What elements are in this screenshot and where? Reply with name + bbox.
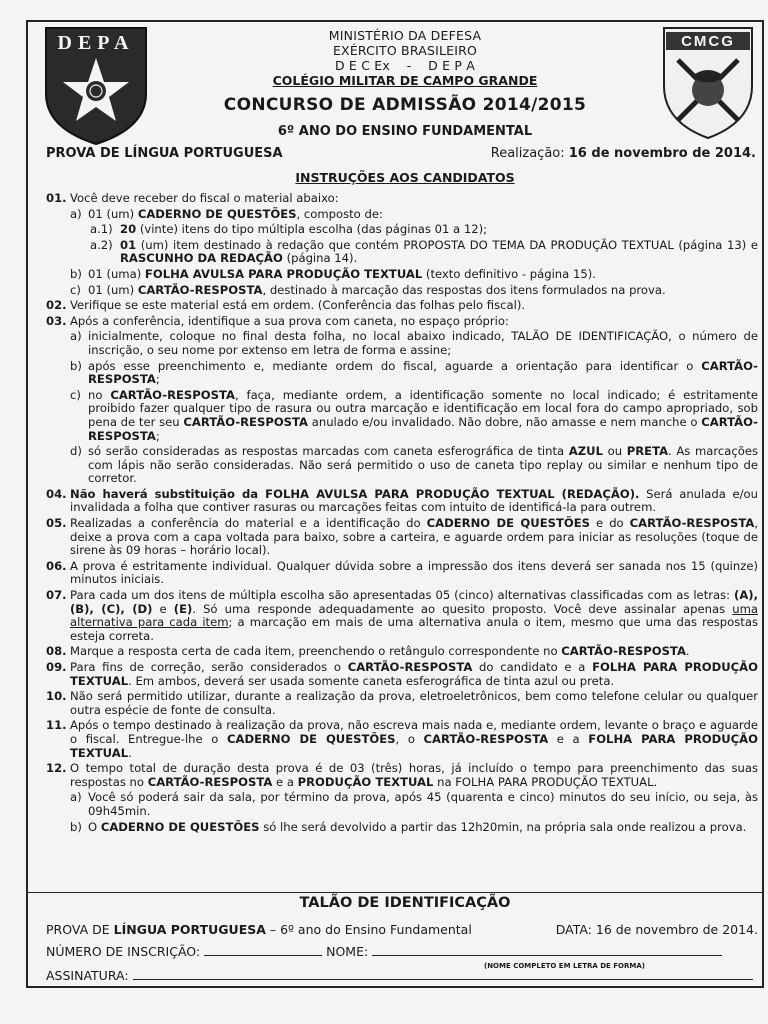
talao-title: TALÃO DE IDENTIFICAÇÃO xyxy=(299,895,511,911)
grade-level: 6º ANO DO ENSINO FUNDAMENTAL xyxy=(277,124,533,139)
instruction-01: 01. Você deve receber do fiscal o material abaixo: xyxy=(46,191,339,205)
instruction-08: 08. Marque a resposta certa de cada item, preenchendo o retângulo correspondente no CARTÃO-RESPOSTA. xyxy=(46,644,690,659)
nome-label: NOME: xyxy=(326,944,369,959)
instructions-title: INSTRUÇÕES AOS CANDIDATOS xyxy=(295,170,515,185)
instruction-01a2: a.2) 01 (um) item destinado à redação que contém PROPOSTA DO TEMA DA PRODUÇÃO TEXTUAL (página 13) e RASCUNHO DA REDAÇÃO (página 14). xyxy=(90,237,758,266)
talao-exam-line: PROVA DE LÍNGUA PORTUGUESA – 6º ano do Ensino Fundamental DATA: 16 de novembro de 2014. xyxy=(46,922,758,937)
instruction-11: 11. Após o tempo destinado à realização da prova, não escreva mais nada e, mediante ordem, levante o braço e aguarde o fiscal. Entregue-lhe o CADERNO DE QUESTÕES, o CARTÃO-RESPOSTA e a FOLHA PARA PRODUÇÃO TEXTUAL. xyxy=(46,718,759,760)
talao-id-line xyxy=(46,944,758,959)
instruction-02: 02. Verifique se este material está em ordem. (Conferência das folhas pelo fiscal). xyxy=(46,298,526,313)
ministry-block xyxy=(160,28,650,73)
instruction-12: 12. O tempo total de duração desta prova é de 03 (três) horas, já incluído o tempo para preenchimento das suas respostas no CARTÃO-RESPOSTA e a PRODUÇÃO TEXTUAL na FOLHA PARA PRODUÇÃO TEXTUAL. xyxy=(46,761,758,789)
cmcg-logo-text: CMCG xyxy=(681,33,735,50)
instruction-03c: c) no CARTÃO-RESPOSTA, faça, mediante ordem, a identificação somente no local indicado; é estritamente proibido fazer qualquer tipo de rasura ou outra marcação e identificação em local fora do campo apropriado, sob pena de ter seu CARTÃO-RESPOSTA anulado e/ou invalidado. Não dobre, não amasse e nem manche o CARTÃO-RESPOSTA; xyxy=(70,387,758,443)
assinatura-label: ASSINATURA: xyxy=(46,968,129,983)
instruction-01a: a) 01 (um) CADERNO DE QUESTÕES, composto de: xyxy=(70,206,383,221)
instruction-03a: a) inicialmente, coloque no final desta folha, no local abaixo indicado, TALÃO DE IDENTIFICAÇÃO, o número de inscrição, o seu nome por extenso em letra de forma e assine; xyxy=(70,329,758,357)
depa-shield-logo xyxy=(40,24,152,148)
army-line: EXÉRCITO BRASILEIRO xyxy=(332,43,478,58)
instruction-04: 04. Não haverá substituição da FOLHA AVULSA PARA PRODUÇÃO TEXTUAL (REDAÇÃO). Será anulada e/ou invalidada a folha que contiver rasuras ou marcações feitas com intuito de identificá-la para outrem. xyxy=(46,486,758,515)
exam-subject: PROVA DE LÍNGUA PORTUGUESA xyxy=(46,146,283,161)
instruction-06: 06. A prova é estritamente individual. Qualquer dúvida sobre a impressão dos itens deverá ser sanada nos 15 (quinze) minutos iniciais. xyxy=(46,558,758,587)
cmcg-logo xyxy=(658,24,758,142)
instruction-07: 07. Para cada um dos itens de múltipla escolha são apresentadas 05 (cinco) alternativas classificadas com as letras: (A), (B), (C), (D) e (E). Só uma responde adequadamente ao quesito proposto. Você deve assinalar apenas uma alternativa para cada item; a marcação em mais de uma alternativa anula o item, mesmo que uma das respostas esteja correta. xyxy=(46,588,758,643)
college-name: COLÉGIO MILITAR DE CAMPO GRANDE xyxy=(272,73,538,88)
instruction-05: 05. Realizadas a conferência do material e a identificação do CADERNO DE QUESTÕES e do CARTÃO-RESPOSTA, deixe a prova com a capa voltada para baixo, sobre a carteira, e aguarde ordem para iniciar as resoluções (toque de sirene às 09 horas – horário local). xyxy=(46,516,758,558)
talao-date: DATA: 16 de novembro de 2014. xyxy=(555,922,758,937)
contest-title: CONCURSO DE ADMISSÃO 2014/2015 xyxy=(223,95,587,115)
exam-info-line xyxy=(46,146,756,161)
nome-note: (NOME COMPLETO EM LETRA DE FORMA) xyxy=(484,962,645,970)
nome-field[interactable] xyxy=(372,944,722,956)
ministry-line: MINISTÉRIO DA DEFESA xyxy=(328,28,482,43)
instruction-01a1: a.1) 20 (vinte) itens do tipo múltipla escolha (das páginas 01 a 12); xyxy=(90,222,488,237)
instruction-10: 10. Não será permitido utilizar, durante a realização da prova, eletroeletrônicos, bem como telefone celular ou qualquer outra espécie de fonte de consulta. xyxy=(46,689,758,717)
depa-logo-text: DEPA xyxy=(57,32,135,54)
inscricao-field[interactable] xyxy=(204,944,322,956)
exam-date: Realização: 16 de novembro de 2014. xyxy=(490,146,756,161)
instruction-01b: b) 01 (uma) FOLHA AVULSA PARA PRODUÇÃO TEXTUAL (texto definitivo - página 15). xyxy=(70,266,596,281)
dept-line: D E C Ex - D E P A xyxy=(334,58,476,73)
instruction-12b: b) O CADERNO DE QUESTÕES só lhe será devolvido a partir das 12h20min, na própria sala onde realizou a prova. xyxy=(70,819,747,834)
instruction-03: 03. Após a conferência, identifique a sua prova com caneta, no espaço próprio: xyxy=(46,313,509,328)
instructions-list xyxy=(46,192,758,836)
instruction-01c: c) 01 (um) CARTÃO-RESPOSTA, destinado à marcação das respostas dos itens formulados na prova. xyxy=(70,282,666,297)
instruction-09: 09. Para fins de correção, serão considerados o CARTÃO-RESPOSTA do candidato e a FOLHA PARA PRODUÇÃO TEXTUAL. Em ambos, deverá ser usada somente caneta esferográfica de tinta azul ou preta. xyxy=(46,660,758,688)
instruction-03b: b) após esse preenchimento e, mediante ordem do fiscal, aguarde a orientação para identificar o CARTÃO-RESPOSTA; xyxy=(70,358,758,387)
instruction-03d: d) só serão consideradas as respostas marcadas com caneta esferográfica de tinta AZUL ou PRETA. As marcações com lápis não serão consideradas. Não será permitido o uso de caneta tipo replay ou similar e nenhum tipo de corretor. xyxy=(70,444,759,486)
exam-cover-page xyxy=(10,0,758,1024)
talao-signature-line xyxy=(46,968,758,983)
talao-divider xyxy=(26,892,764,893)
instruction-12a: a) Você só poderá sair da sala, por término da prova, após 45 (quarenta e cinco) minutos do seu início, ou seja, às 09h45min. xyxy=(70,790,758,818)
assinatura-field[interactable] xyxy=(133,968,753,980)
inscricao-label: NÚMERO DE INSCRIÇÃO: xyxy=(46,944,201,959)
